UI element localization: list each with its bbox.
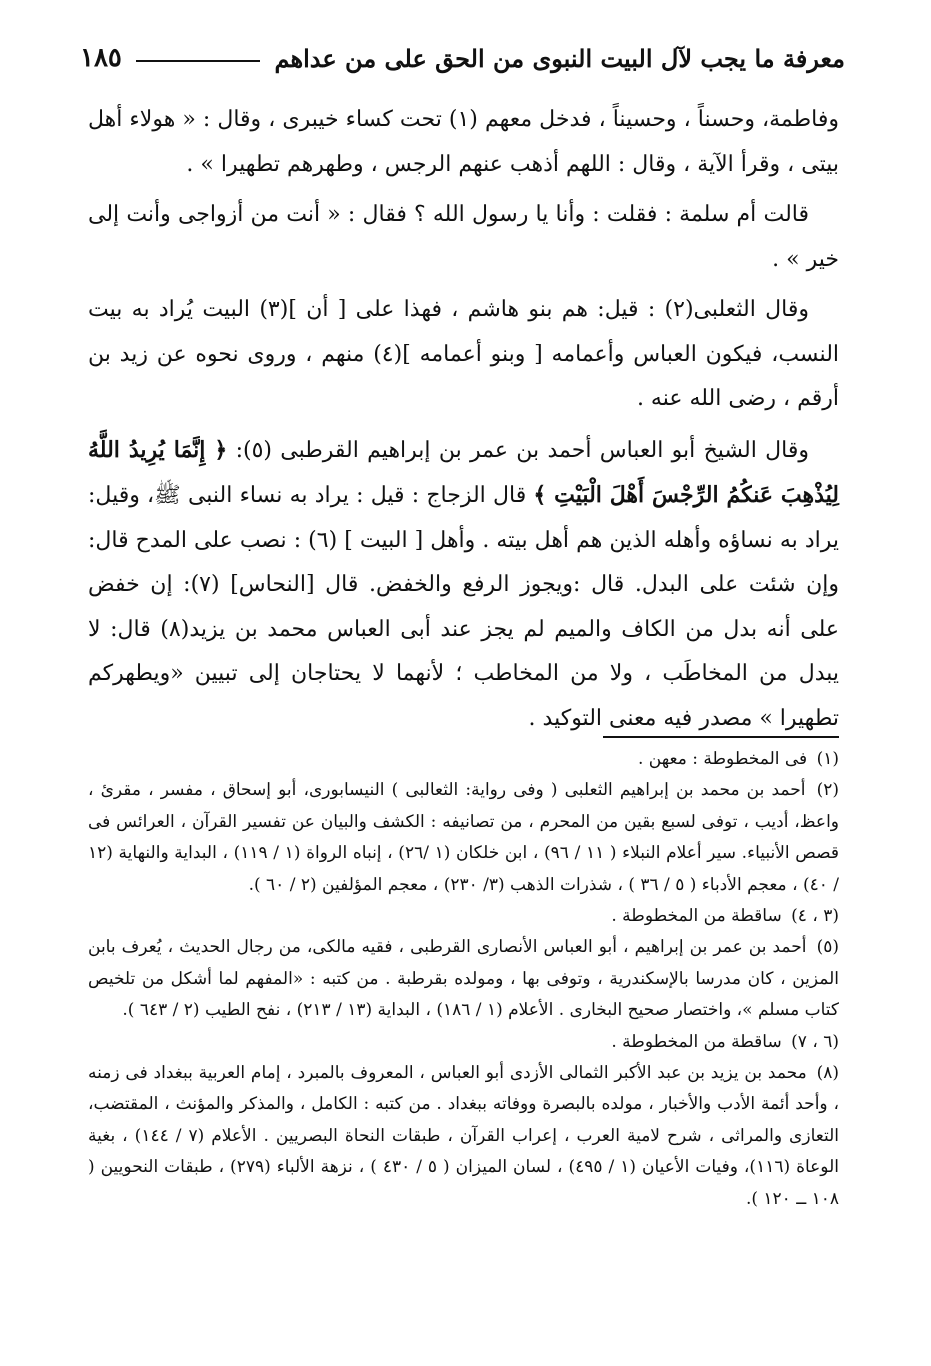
footnotes	[88, 744, 839, 1215]
footnote-number: (٦ ، ٧)	[791, 1031, 839, 1052]
paragraph-3: وقال الثعلبى(٢) : قيل: هم بنو هاشم ، فهذا على [ أن ](٣) البيت يُراد به بيت النسب، فيكون العباس وأعمامه [ وبنو أعمامه ](٤) منهم ، وروى نحوه عن زيد بن أرقم ، رضى الله عنه .	[88, 297, 840, 411]
paragraph-4-rest: قال الزجاج : قيل : يراد به نساء النبى ﷺ، وقيل: يراد به نساؤه وأهله الذين هم أهل بيته . وأهل [ البيت ] (٦) : نصب على المدح قال: وإن شئت على البدل. قال :ويجوز الرفع والخفض. قال [النحاس] (٧): إن خفض على أنه بدل من الكاف والميم لم يجز عند أبى العباس محمد بن يزيد(٨) قال: لا يبدل من المخاطَب ، ولا من المخاطب ؛ لأنهما لا يحتاجان إلى تبيين «ويطهركم تطهيرا » مصدر فيه معنى التوكيد .	[88, 483, 840, 731]
footnote-1	[88, 744, 839, 775]
paragraph-4-intro: وقال الشيخ أبو العباس أحمد بن عمر بن إبراهيم القرطبى (٥):	[227, 437, 809, 463]
paragraph-1: وفاطمة، وحسناً ، وحسيناً ، فدخل معهم (١) تحت كساء خيبرى ، وقال : « هولاء أهل بيتى ، وقرأ الآية ، وقال : اللهم أذهب عنهم الرجس ، وطهرهم تطهيرا » .	[88, 107, 839, 177]
footnote-number: (٢)	[816, 780, 840, 801]
footnote-number: (٣ ، ٤)	[791, 906, 839, 927]
footnote-8	[88, 1058, 839, 1215]
paragraph-4	[88, 428, 839, 742]
footnote-text: محمد بن يزيد بن عبد الأكبر الثمالى الأزدى أبو العباس ، المعروف بالمبرد ، إمام العربية ببغداد فى زمنه ، وأحد أئمة الأدب والأخبار ، مولده بالبصرة ووفاته ببغداد . من كتبه : الكامل ، والمذكر والمؤنث ، المقتضب، التعازى والمراثى ، شرح لامية العرب ، إعراب القرآن ، طبقات النحاة البصريين . الأعلام (٧ / ١٤٤) ، بغية الوعاة (١١٦)، وفيات الأعيان (١ / ٤٩٥) ، لسان الميزان ( ٥ / ٤٣٠ ) ، نزهة الألباء (٢٧٩) ، طبقات النحويين ( ١٠٨ ــ ١٢٠ ).	[88, 1063, 839, 1209]
footnote-number: (١)	[816, 749, 839, 769]
footnote-text: فى المخطوطة : معهن .	[637, 749, 808, 769]
header-rule	[136, 60, 261, 62]
footnote-3-4	[88, 901, 839, 932]
footnote-text: ساقطة من المخطوطة .	[611, 906, 782, 927]
footnote-text: أحمد بن عمر بن إبراهيم ، أبو العباس الأنصارى القرطبى ، فقيه مالكى، من رجال الحديث ، يُعرف بابن المزين ، كان مدرسا بالإسكندرية ، وتوفى بها ، ومولده بقرطبة . من كتبه : «المفهم لما أشكل من تلخيص كتاب مسلم »، واختصار صحيح البخارى . الأعلام (١ / ١٨٦) ، البداية (١٣ / ٢١٣) ، نفح الطيب (٢ / ٦٤٣ ).	[88, 937, 839, 1021]
footnote-number: (٥)	[816, 937, 839, 958]
page-number: ١٨٥	[80, 43, 122, 73]
paragraph-2: قالت أم سلمة : فقلت : وأنا يا رسول الله ؟ فقال : « أنت من أزواجى وأنت إلى خير » .	[88, 202, 839, 272]
footnote-text: ساقطة من المخطوطة .	[611, 1031, 782, 1052]
footnote-2	[88, 775, 839, 901]
page-header	[80, 34, 845, 82]
footnote-separator	[603, 736, 839, 738]
footnote-number: (٨)	[816, 1063, 839, 1084]
running-title: معرفة ما يجب لآل البيت النبوى من الحق على من عداهم	[274, 43, 845, 73]
main-text	[88, 98, 839, 747]
footnote-6-7	[88, 1027, 839, 1058]
footnote-text: أحمد بن محمد بن إبراهيم الثعلبى ( وفى رواية: الثعالبى ) النيسابورى، أبو إسحاق ، مفسر ، مقرئ ، واعظ، أديب ، توفى لسبع بقين من المحرم ، من تصانيفه : الكشف والبيان عن تفسير القرآن ، العرائس فى قصص الأنبياء. سير أعلام النبلاء ( ١١ / ٩٦) ، ابن خلكان (١ /٢٦) ، إنباه الرواة (١ / ١١٩) ، البداية والنهاية (١٢ / ٤٠) ، معجم الأدباء ( ٥ / ٣٦ ) ، شذرات الذهب (٣/ ٢٣٠) ، معجم المؤلفين (٢ / ٦٠ ).	[88, 780, 839, 895]
quran-verse: ﴿ إِنَّمَا يُرِيدُ اللَّهُ لِيُذْهِبَ عَنكُمُ الرِّجْسَ أَهْلَ الْبَيْتِ ﴾	[88, 436, 839, 508]
footnote-5	[88, 932, 839, 1026]
